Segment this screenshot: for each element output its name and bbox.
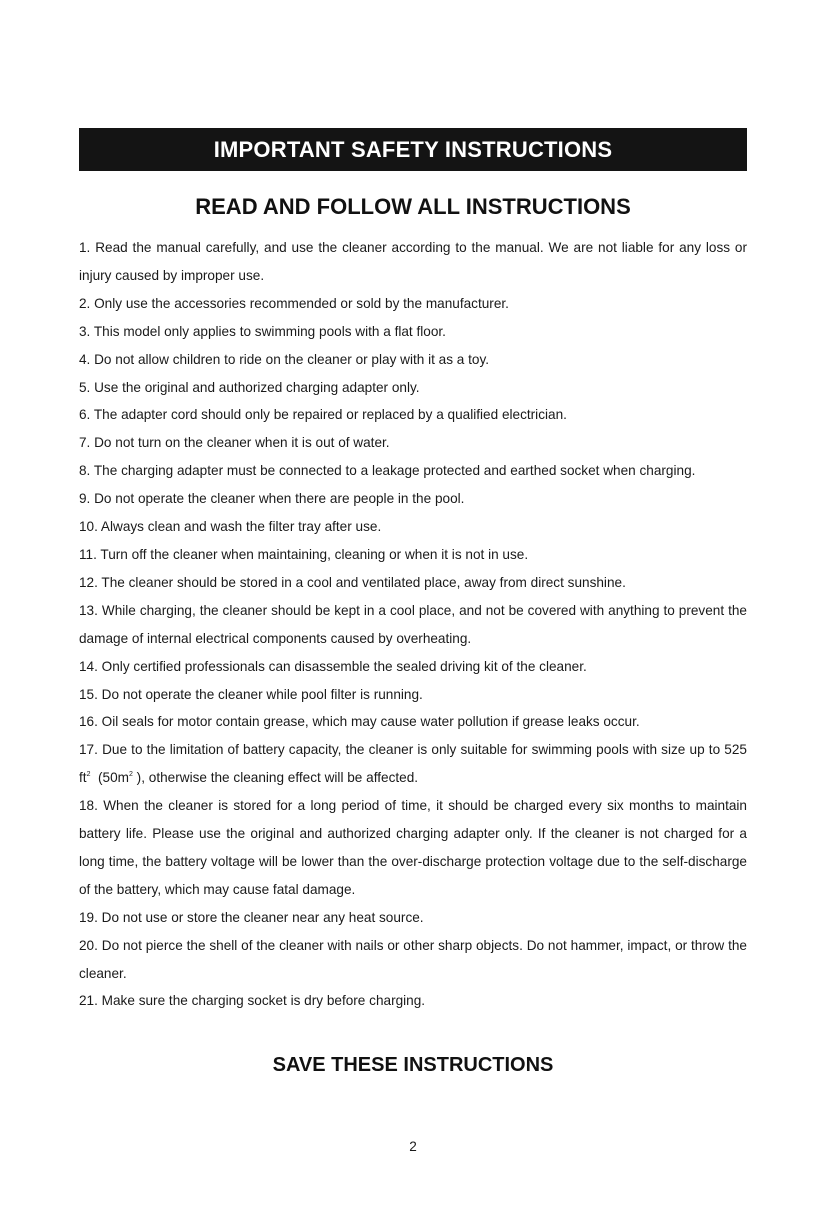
instruction-item: 20. Do not pierce the shell of the cleaner with nails or other sharp objects. Do not hammer, impact, or throw the cleaner. <box>79 937 747 981</box>
instruction-item: 7. Do not turn on the cleaner when it is out of water. <box>79 435 390 451</box>
instruction-item: 2. Only use the accessories recommended or sold by the manufacturer. <box>79 295 509 311</box>
instruction-text: ), otherwise the cleaning effect will be affected. <box>132 770 419 786</box>
instruction-item <box>79 736 747 792</box>
instruction-item: 11. Turn off the cleaner when maintaining, cleaning or when it is not in use. <box>79 546 529 562</box>
instruction-item: 9. Do not operate the cleaner when there are people in the pool. <box>79 491 465 507</box>
instruction-item: 5. Use the original and authorized charging adapter only. <box>79 379 420 395</box>
instruction-text: 17. Due to the limitation of battery capacity, the cleaner is only suitable for swimming pools with size up to 525 ft <box>79 742 747 786</box>
instruction-item: 6. The adapter cord should only be repaired or replaced by a qualified electrician. <box>79 407 567 423</box>
instruction-item: 4. Do not allow children to ride on the cleaner or play with it as a toy. <box>79 351 490 367</box>
instruction-item: 8. The charging adapter must be connected to a leakage protected and earthed socket when charging. <box>79 463 696 479</box>
page-subtitle: READ AND FOLLOW ALL INSTRUCTIONS <box>195 194 631 219</box>
superscript: 2 <box>129 771 133 779</box>
superscript: 2 <box>86 771 91 779</box>
section-header-bar <box>79 128 747 171</box>
instruction-item: 10. Always clean and wash the filter tray after use. <box>79 519 382 535</box>
instruction-item: 21. Make sure the charging socket is dry before charging. <box>79 993 426 1009</box>
instruction-item: 15. Do not operate the cleaner while pool filter is running. <box>79 686 423 702</box>
save-instructions-heading: SAVE THESE INSTRUCTIONS <box>272 1054 554 1076</box>
instruction-text: (50m <box>90 770 129 786</box>
instruction-item: 18. When the cleaner is stored for a long period of time, it should be charged every six months to maintain battery life. Please use the original and authorized charging adapter only. If the cleaner is not charged for a long time, the battery voltage will be lower than the over-discharge protection voltage due to the self-discharge of the battery, which may cause fatal damage. <box>79 798 747 897</box>
instruction-item: 16. Oil seals for motor contain grease, which may cause water pollution if grease leaks occur. <box>79 714 640 730</box>
instruction-item: 19. Do not use or store the cleaner near any heat source. <box>79 909 424 925</box>
instruction-list <box>79 234 747 1015</box>
instruction-item: 12. The cleaner should be stored in a cool and ventilated place, away from direct sunshine. <box>79 574 626 590</box>
instruction-item: 1. Read the manual carefully, and use the cleaner according to the manual. We are not liable for any loss or injury caused by improper use. <box>79 240 747 283</box>
page-number: 2 <box>409 1139 417 1154</box>
instruction-item: 3. This model only applies to swimming pools with a flat floor. <box>79 323 446 339</box>
instruction-item: 14. Only certified professionals can disassemble the sealed driving kit of the cleaner. <box>79 658 587 674</box>
page-title: IMPORTANT SAFETY INSTRUCTIONS <box>213 136 613 162</box>
instruction-item: 13. While charging, the cleaner should be kept in a cool place, and not be covered with anything to prevent the damage of internal electrical components caused by overheating. <box>79 602 747 646</box>
